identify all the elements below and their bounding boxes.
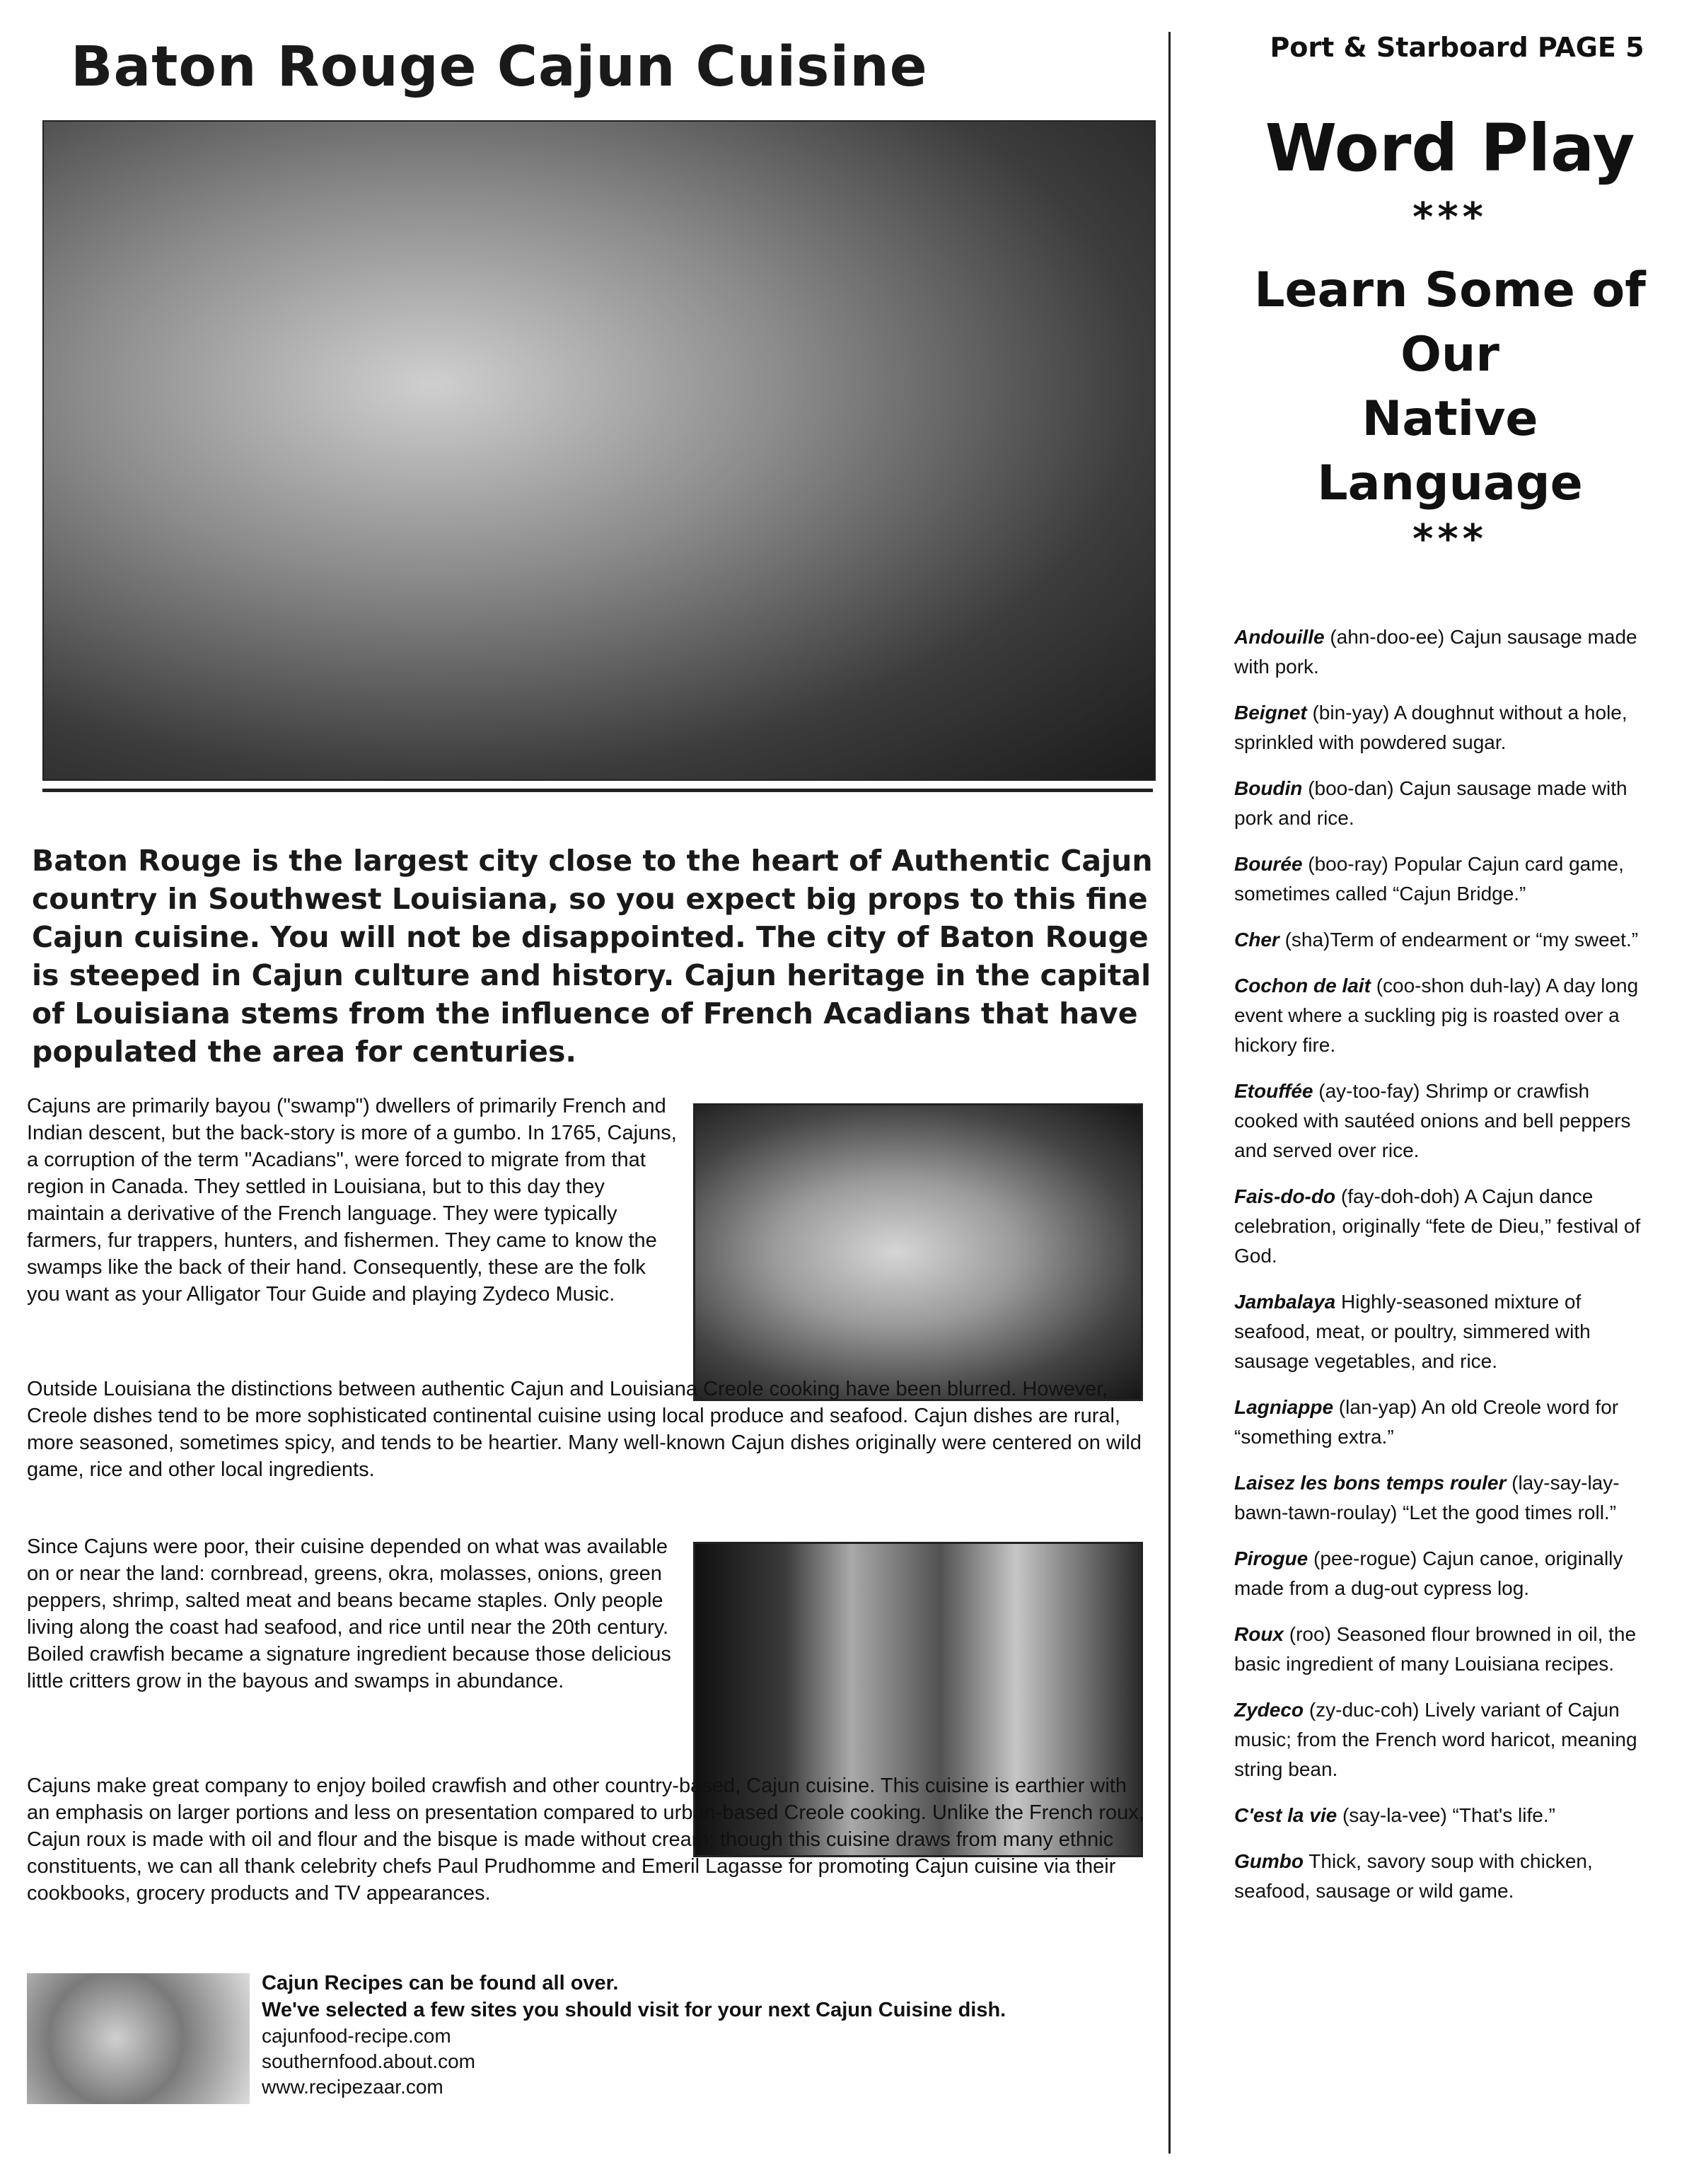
glossary-entry — [1234, 1287, 1659, 1376]
glossary-entry — [1234, 925, 1659, 955]
recipe-site-link[interactable]: cajunfood-recipe.com — [262, 2025, 451, 2047]
subtitle-line: Language — [1317, 455, 1583, 511]
glossary-definition: (coo-shon duh-lay) A day long event where a suckling pig is roasted over a hickory fire. — [1234, 975, 1639, 1056]
subtitle-line: Learn Some of — [1254, 262, 1646, 318]
article-intro: Baton Rouge is the largest city close to the heart of Authentic Cajun country in Southwest Louisiana, so you expect big props to this fine Cajun cuisine. You will not be disappointed. The city of Baton Rouge is steeped in Cajun culture and history. Cajun heritage in the capital of Louisiana stems from the influence of French Acadians that have populated the area for centuries. — [32, 844, 1153, 1069]
glossary-entry — [1234, 849, 1659, 909]
glossary-term: Andouille — [1234, 626, 1325, 648]
subtitle-line: Our — [1400, 327, 1499, 383]
paragraph-cajun-vs-creole — [27, 1376, 1151, 1483]
glossary-term: Jambalaya — [1234, 1291, 1336, 1313]
glossary-term: Fais-do-do — [1234, 1185, 1336, 1207]
column-divider — [1168, 32, 1171, 2154]
glossary-entry — [1234, 1847, 1659, 1906]
glossary-definition: (boo-ray) Popular Cajun card game, sometimes called “Cajun Bridge.” — [1234, 853, 1624, 905]
glossary-definition: (zy-duc-coh) Lively variant of Cajun music; from the French word haricot, meaning string bean. — [1234, 1699, 1637, 1780]
glossary-definition: (sha)Term of endearment or “my sweet.” — [1284, 929, 1639, 951]
glossary-entry — [1234, 1182, 1659, 1271]
glossary-entry — [1234, 622, 1659, 682]
glossary-term: Cher — [1234, 929, 1280, 951]
glossary-entry — [1234, 774, 1659, 833]
recipe-site-link[interactable]: www.recipezaar.com — [262, 2076, 443, 2098]
glossary-definition: Highly-seasoned mixture of seafood, meat, or poultry, simmered with sausage vegetables, and rice. — [1234, 1291, 1591, 1372]
recipes-box — [262, 1970, 1153, 2100]
glossary-definition: (lan-yap) An old Creole word for “something extra.” — [1234, 1396, 1619, 1448]
word-play-title: Word Play — [1265, 110, 1635, 186]
learn-subtitle — [1195, 258, 1705, 516]
recipes-line-1: Cajun Recipes can be found all over. — [262, 1972, 619, 1994]
glossary-definition: (boo-dan) Cajun sausage made with pork and rice. — [1234, 777, 1627, 829]
glossary-term: Etouffée — [1234, 1080, 1313, 1102]
glossary-term: Bourée — [1234, 853, 1303, 875]
glossary-entry — [1234, 1695, 1659, 1784]
glossary-term: Gumbo — [1234, 1850, 1304, 1872]
paragraph-cuisine-staples: Since Cajuns were poor, their cuisine depended on what was available on or near the land: cornbread, greens, okra, molasses, onions, green peppers, shrimp, salted meat and beans became staples. Only people living along the coast had seafood, and rice until near the 20th century. Boiled crawfish became a signature ingredient because those delicious little critters grow in the bayous and swamps in abundance. — [27, 1535, 671, 1692]
glossary-entry — [1234, 1801, 1659, 1830]
stars-divider-top: *** — [1412, 194, 1487, 240]
glossary-term: Lagniappe — [1234, 1396, 1334, 1418]
glossary-term: Roux — [1234, 1623, 1284, 1645]
glossary-list — [1234, 622, 1659, 1922]
glossary-entry — [1234, 1393, 1659, 1452]
recipes-line-2: We've selected a few sites you should visit for your next Cajun Cuisine dish. — [262, 1999, 1006, 2021]
glossary-entry — [1234, 1620, 1659, 1679]
glossary-definition: (ay-too-fay) Shrimp or crawfish cooked with sautéed onions and bell peppers and served over rice. — [1234, 1080, 1631, 1161]
glossary-definition: (pee-rogue) Cajun canoe, originally made from a dug-out cypress log. — [1234, 1547, 1623, 1599]
glossary-term: Laisez les bons temps rouler — [1234, 1472, 1507, 1494]
glossary-entry — [1234, 1544, 1659, 1603]
glossary-term: Cochon de lait — [1234, 975, 1371, 997]
recipe-site-link[interactable]: southernfood.about.com — [262, 2050, 475, 2072]
glossary-term: Pirogue — [1234, 1547, 1308, 1569]
subtitle-line: Native — [1362, 391, 1538, 447]
glossary-definition: (ahn-doo-ee) Cajun sausage made with pork. — [1234, 626, 1637, 678]
glossary-definition: (roo) Seasoned flour browned in oil, the basic ingredient of many Louisiana recipes. — [1234, 1623, 1637, 1675]
glossary-entry — [1234, 971, 1659, 1060]
page-label: Port & Starboard PAGE 5 — [1270, 32, 1644, 63]
glossary-definition: (say-la-vee) “That's life.” — [1342, 1804, 1555, 1826]
paragraph-cajun-history: Cajuns are primarily bayou ("swamp") dwellers of primarily French and Indian descent, but the back-story is more of a gumbo. In 1765, Cajuns, a corruption of the term "Acadians", were forced to migrate from that region in Canada. They settled in Louisiana, but to this day they maintain a derivative of the French language. They were typically farmers, fur trappers, hunters, and fishermen. They came to know the swamps like the back of their hand. Consequently, these are the folk you want as your Alligator Tour Guide and playing Zydeco Music. — [27, 1095, 677, 1306]
glossary-definition: (bin-yay) A doughnut without a hole, sprinkled with powdered sugar. — [1234, 702, 1627, 753]
glossary-term: C'est la vie — [1234, 1804, 1337, 1826]
paragraph-cajun-vs-creole-text: Outside Louisiana the distinctions between authentic Cajun and Louisiana Creole cooking have been blurred. However, Creole dishes tend to be more sophisticated continental cuisine using local produce and seafood. Cajun dishes are rural, more seasoned, sometimes spicy, and tends to be heartier. Many well-known Cajun dishes originally were centered on wild game, rice and other local ingredients. — [27, 1378, 1142, 1481]
glossary-definition: Thick, savory soup with chicken, seafood, sausage or wild game. — [1234, 1850, 1593, 1902]
photo-divider — [42, 789, 1153, 792]
glossary-term: Beignet — [1234, 702, 1307, 724]
shrimp-photo — [42, 120, 1156, 781]
glossary-term: Boudin — [1234, 777, 1303, 799]
glossary-entry — [1234, 1468, 1659, 1528]
glossary-entry — [1234, 1076, 1659, 1166]
paragraph-cajun-company: Cajuns make great company to enjoy boiled crawfish and other country-based, Cajun cuisine. This cuisine is earthier with an emphasis on larger portions and less on presentation compared to urban-based Creole cooking. Unlike the French roux, Cajun roux is made with oil and flour and the bisque is made without cream; though this cuisine draws from many ethnic constituents, we can all thank celebrity chefs Paul Prudhomme and Emeril Lagasse for promoting Cajun cuisine via their cookbooks, grocery products and TV appearances. — [27, 1774, 1144, 1905]
glossary-entry — [1234, 698, 1659, 757]
article-title: Baton Rouge Cajun Cuisine — [71, 35, 928, 99]
glossary-definition: (fay-doh-doh) A Cajun dance celebration, originally “fete de Dieu,” festival of God. — [1234, 1185, 1641, 1267]
glossary-definition: (lay-say-lay-bawn-tawn-roulay) “Let the good times roll.” — [1234, 1472, 1620, 1523]
crawfish-photo — [27, 1973, 250, 2104]
stars-divider-bottom: *** — [1412, 516, 1487, 562]
shrimp-dish-photo — [693, 1103, 1143, 1401]
glossary-term: Zydeco — [1234, 1699, 1304, 1721]
